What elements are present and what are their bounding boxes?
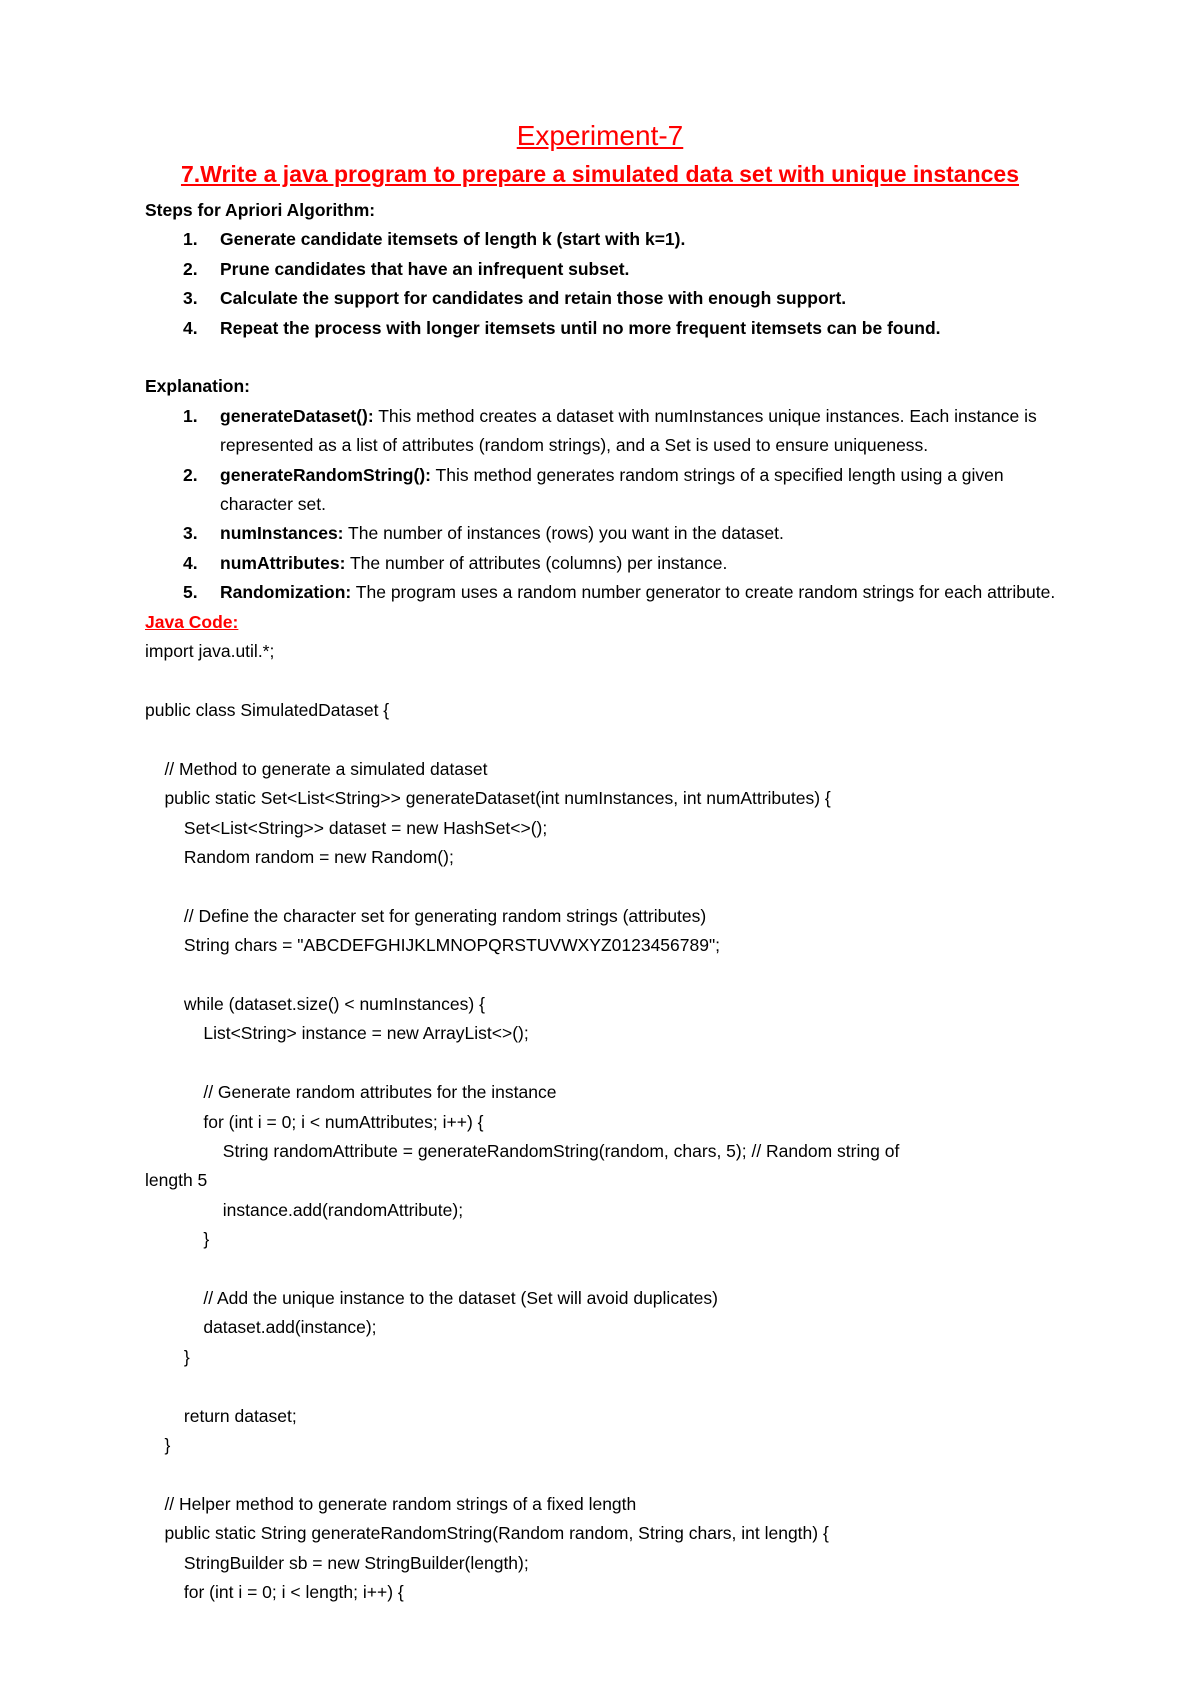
code-block (145, 637, 1065, 1607)
explanation-heading: Explanation: (145, 376, 251, 397)
document-body (145, 196, 1065, 1607)
steps-list (145, 225, 1065, 343)
term: Randomization: (220, 582, 352, 603)
code-line (145, 872, 1065, 901)
steps-heading: Steps for Apriori Algorithm: (145, 200, 376, 220)
code-line (145, 666, 1065, 695)
explanation-list (145, 402, 1065, 608)
code-line: length 5 (145, 1170, 208, 1191)
code-line (145, 1049, 1065, 1078)
list-item (145, 402, 1065, 461)
code-line: String chars = "ABCDEFGHIJKLMNOPQRSTUVWXYZ0123456789"; (145, 935, 721, 956)
explanation-text: This method generates random strings of a specified length using a given character set. (220, 464, 1004, 515)
code-line: return dataset; (145, 1405, 297, 1426)
step-text: Calculate the support for candidates and retain those with enough support. (220, 288, 847, 309)
code-line: instance.add(randomAttribute); (145, 1199, 464, 1220)
list-number: 4. (183, 552, 198, 573)
code-line: // Helper method to generate random strings of a fixed length (145, 1493, 637, 1514)
list-item (145, 255, 1065, 284)
spacer (145, 343, 1065, 372)
code-line: } (145, 1346, 190, 1367)
code-line: public class SimulatedDataset { (145, 699, 390, 720)
code-line: // Add the unique instance to the dataset (Set will avoid duplicates) (145, 1288, 718, 1309)
code-line (145, 725, 1065, 754)
java-code-label: Java Code: (145, 611, 239, 632)
code-line: } (145, 1435, 171, 1456)
list-number: 5. (183, 582, 198, 603)
explanation-text: This method creates a dataset with numInstances unique instances. Each instance is represented as a list of attributes (random strings), and a Set is used to ensure uniqueness. (220, 405, 1037, 456)
list-item (145, 461, 1065, 520)
code-line: dataset.add(instance); (145, 1317, 377, 1338)
step-text: Generate candidate itemsets of length k (start with k=1). (220, 229, 686, 250)
term: numAttributes: (220, 552, 346, 573)
list-number: 4. (183, 317, 198, 338)
list-item (145, 225, 1065, 254)
code-line: while (dataset.size() < numInstances) { (145, 993, 485, 1014)
step-text: Prune candidates that have an infrequent subset. (220, 258, 630, 279)
code-line: // Define the character set for generating random strings (attributes) (145, 905, 707, 926)
explanation-text: The program uses a random number generator to create random strings for each attribute. (351, 582, 1056, 603)
list-item (145, 314, 1065, 343)
explanation-text: The number of attributes (columns) per instance. (345, 552, 728, 573)
list-number: 2. (183, 464, 198, 485)
code-line: public static Set<List<String>> generateDataset(int numInstances, int numAttributes) { (145, 788, 831, 809)
list-item (145, 284, 1065, 313)
code-line: // Generate random attributes for the instance (145, 1082, 557, 1103)
code-line: Random random = new Random(); (145, 846, 454, 867)
code-line: for (int i = 0; i < numAttributes; i++) { (145, 1111, 484, 1132)
list-item (145, 519, 1065, 548)
list-item (145, 549, 1065, 578)
code-line (145, 1460, 1065, 1489)
code-line (145, 1372, 1065, 1401)
code-line (145, 961, 1065, 990)
code-line: import java.util.*; (145, 641, 275, 662)
code-line: List<String> instance = new ArrayList<>(); (145, 1023, 529, 1044)
page-subtitle: 7.Write a java program to prepare a simulated data set with unique instances (180, 161, 1020, 187)
term: generateRandomString(): (220, 464, 431, 485)
list-number: 1. (183, 229, 198, 250)
list-number: 2. (183, 258, 198, 279)
list-number: 1. (183, 405, 198, 426)
code-line: public static String generateRandomString(Random random, String chars, int length) { (145, 1523, 829, 1544)
explanation-text: The number of instances (rows) you want in the dataset. (343, 523, 784, 544)
code-line: Set<List<String>> dataset = new HashSet<>(); (145, 817, 548, 838)
code-line (145, 1255, 1065, 1284)
term: generateDataset(): (220, 405, 374, 426)
code-line: for (int i = 0; i < length; i++) { (145, 1582, 404, 1603)
list-number: 3. (183, 288, 198, 309)
code-line: // Method to generate a simulated dataset (145, 758, 488, 779)
code-line: } (145, 1229, 210, 1250)
list-item (145, 578, 1065, 607)
code-line: String randomAttribute = generateRandomString(random, chars, 5); // Random string of (145, 1140, 900, 1161)
code-line: StringBuilder sb = new StringBuilder(length); (145, 1552, 529, 1573)
term: numInstances: (220, 523, 344, 544)
page-title: Experiment-7 (516, 120, 684, 151)
step-text: Repeat the process with longer itemsets until no more frequent itemsets can be found. (220, 317, 941, 338)
list-number: 3. (183, 523, 198, 544)
